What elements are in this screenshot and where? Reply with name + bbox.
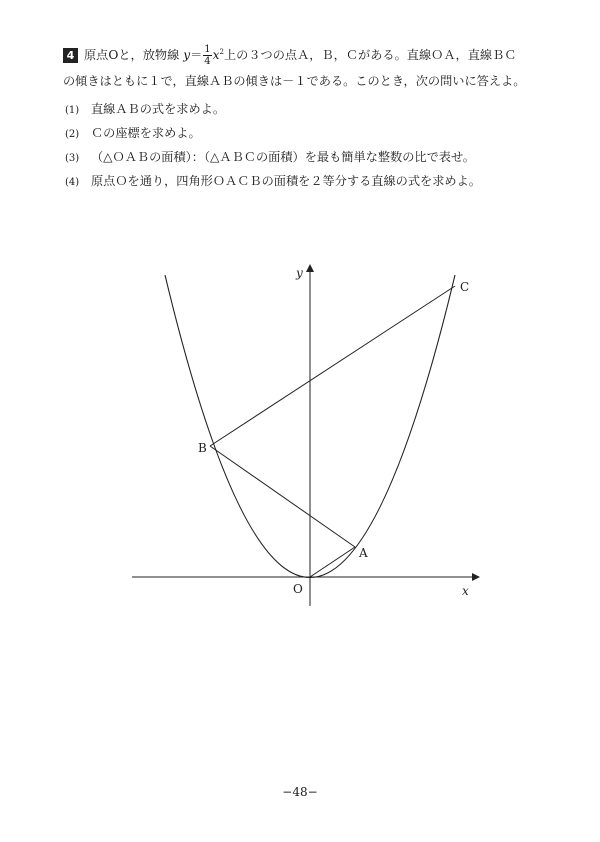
- point-C-label: C: [460, 280, 470, 294]
- x-axis-label: x: [462, 584, 469, 598]
- fraction-denominator: 4: [204, 56, 211, 67]
- fraction-numerator: 1: [204, 44, 211, 55]
- problem-number-badge: 4: [63, 48, 78, 63]
- question-3-text: （△ＯＡＢの面積）：（△ＡＢＣの面積）を最も簡単な整数の比で表せ。: [91, 150, 475, 164]
- line-AB: [210, 446, 355, 547]
- equation-equals: ＝: [190, 48, 203, 62]
- point-A-label: A: [359, 546, 368, 560]
- question-4-number: (4): [65, 177, 80, 188]
- question-2-number: (2): [65, 129, 80, 140]
- question-2-text: Ｃの座標を求めよ。: [91, 126, 201, 140]
- problem-line-2: の傾きはともに１で，直線ＡＢの傾きは－１である。このとき，次の問いに答えよ。: [63, 74, 526, 88]
- equation-y: y: [183, 48, 191, 62]
- line-OA: [310, 547, 355, 577]
- question-1-number: (1): [65, 105, 80, 116]
- point-B-label: B: [198, 441, 207, 455]
- y-axis-label: y: [296, 266, 303, 280]
- equation-x: x: [212, 48, 220, 62]
- origin-label: O: [293, 582, 303, 596]
- question-4-text: 原点Ｏを通り，四角形ＯＡＣＢの面積を２等分する直線の式を求めよ。: [91, 174, 481, 188]
- question-3-number: (3): [65, 153, 80, 164]
- page-number: −48−: [282, 785, 318, 799]
- equation-exponent: 2: [219, 47, 224, 56]
- intro-text-a: 原点Oと，放物線: [84, 48, 180, 62]
- question-1-text: 直線ＡＢの式を求めよ。: [91, 102, 226, 116]
- intro-text-b: 上の３つの点Ａ，Ｂ，Ｃがある。直線ＯＡ，直線ＢＣ: [223, 48, 517, 62]
- line-BC: [210, 286, 455, 446]
